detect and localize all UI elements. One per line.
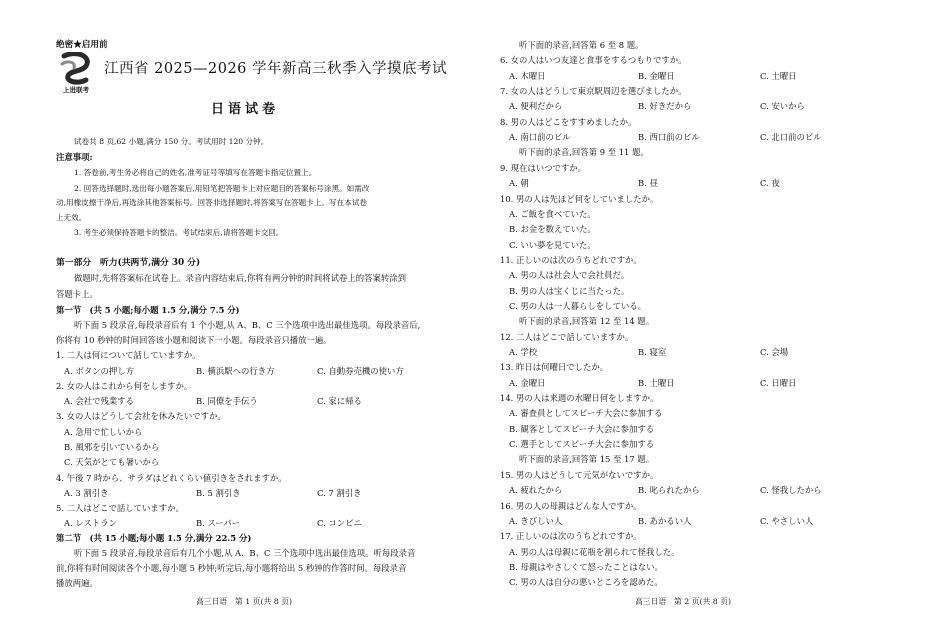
option: A. 男の人は社会人で会社員だ。 [509,270,630,280]
option-a: A. 木曜日 [509,71,546,81]
question: 16. 男の人の母親はどんな人ですか。 [500,501,642,511]
option-b: B. 好きだから [638,101,692,111]
option-b: B. 昼 [638,178,658,188]
option-c: C. コンビニ [317,518,362,528]
logo-text: 上进联考 [63,86,89,94]
option-c: C. 7 割引き [317,488,362,498]
question: 11. 正しいのは次のうちどれですか。 [500,255,642,265]
recording-instruction: 听下面的录音,回答第 9 至 11 题。 [519,147,649,157]
option: B. 観客としてスピーチ大会に参加する [509,424,655,434]
question: 1. 二人は何について話していますか。 [56,350,201,360]
option-a: A. ボタンの押し方 [64,366,134,376]
option-b: B. スーパー [196,518,241,528]
question: 3. 女の人はどうして会社を休みたいですか。 [56,411,226,421]
option-b: B. あかるい人 [638,516,692,526]
option-a: A. きびしい人 [509,516,563,526]
question: 12. 二人はどこで話していますか。 [500,332,634,342]
question: 5. 二人はどこで話していますか。 [56,503,184,513]
question: 9. 現在はいつですか。 [500,163,587,173]
option: A. 審査員としてスピーチ大会に参加する [509,408,663,418]
part1-intro: 做题时,先将答案标在试卷上。录音内容结束后,你将有两分钟的时间将试卷上的答案转涂到 [74,273,406,283]
section2-intro: 听下面 5 段录音,每段录音后有几个小题,从 A、B、C 三个选项中选出最佳选项。听每段录音 [74,548,416,558]
section2-intro: 播放两遍。 [56,578,98,588]
option-a: A. 会社で残業する [64,396,134,406]
note-line: 2. 回答选择题时,选出每小题答案后,用铅笔把答题卡上对应题目的答案标号涂黑。如需改 [74,184,370,193]
option-a: A. 便利だから [509,101,563,111]
option-c: C. 日曜日 [760,378,797,388]
option-c: C. 自動券売機の使い方 [317,366,404,376]
option-b: B. 叱られたから [638,485,700,495]
note-line: 1. 答卷前,考生务必将自己的姓名,准考证号等填写在答题卡指定位置上。 [74,168,317,177]
option: A. ご飯を食べていた。 [509,209,596,219]
option-a: A. レストラン [64,518,117,528]
option-b: B. 寝室 [638,347,667,357]
section1-heading: 第一节 (共 5 小题;每小题 1.5 分,满分 7.5 分) [56,305,240,315]
option-b: B. 金曜日 [638,71,675,81]
question: 8. 男の人はどこをすすめましたか。 [500,117,637,127]
option-b: B. 同僚を手伝う [196,396,258,406]
note-line: 3. 考生必须保持答题卡的整洁。考试结束后,请将答题卡交回。 [74,228,284,237]
option-c: C. 家に帰る [317,396,362,406]
subject-title: 日语试卷 [211,102,280,117]
option: A. 男の人は母親に花瓶を割られて怪我した。 [509,547,680,557]
option-c: C. 会場 [760,347,789,357]
question: 15. 男の人はどうして元気がないですか。 [500,470,659,480]
option-b: B. 横浜駅への行き方 [196,366,275,376]
section1-intro: 你将有 10 秒钟的时间回答该小题和阅读下一小题。每段录音只播放一遍。 [56,335,332,345]
option-b: B. 土曜日 [638,378,675,388]
option: C. 男の人は自分の悪いところを認めた。 [509,577,663,587]
recording-instruction: 听下面的录音,回答第 12 至 14 题。 [519,316,655,326]
option: B. 男の人は宝くじに当たった。 [509,286,630,296]
confidential-label: 绝密★启用前 [56,40,108,50]
part1-heading: 第一部分 听力(共两节,满分 30 分) [56,258,201,268]
option-b: B. 5 割引き [196,488,241,498]
option: B. お金を数えていた。 [509,224,596,234]
note-line: 动,用橡皮擦干净后,再选涂其他答案标号。回答非选择题时,将答案写在答题卡上。写在本试卷 [56,198,367,207]
option-a: A. 疲れたから [509,485,563,495]
option-a: A. 南口前のビル [509,132,571,142]
option-a: A. 学校 [509,347,538,357]
option-a: A. 朝 [509,178,529,188]
option: C. 男の人は一人暮らしをしている。 [509,301,647,311]
exam-logo [56,52,96,96]
option-a: A. 急用で忙しいから [64,427,143,437]
option-c: C. 安いから [760,101,805,111]
section1-intro: 听下面 5 段录音,每段录音后有 1 个小题,从 A、B、C 三个选项中选出最佳选项。每段录音后, [74,320,421,330]
recording-instruction: 听下面的录音,回答第 15 至 17 题。 [519,454,655,464]
exam-info: 试卷共 8 页,62 小题,满分 150 分。考试用时 120 分钟。 [74,137,269,146]
question: 7. 女の人はどうして東京駅周辺を選びましたか。 [500,86,687,96]
recording-instruction: 听下面的录音,回答第 6 至 8 题。 [519,40,644,50]
question: 10. 男の人は先ほど何をしていましたか。 [500,194,659,204]
option: B. 母親はやさしくて怒ったことはない。 [509,562,663,572]
option-c: C. 土曜日 [760,71,797,81]
question: 14. 男の人は来週の水曜日何をしますか。 [500,393,659,403]
option-c: C. 怪我したから [760,485,822,495]
question: 4. 午後 7 時から、サラダはどれくらい値引きをされますか。 [56,473,287,483]
page-footer: 高三日语 第 2 页(共 8 页) [635,597,732,606]
section2-intro: 前,你将有时间阅读各个小题,每小题 5 秒钟;听完后,每小题将给出 5 秒钟的作答时间。每段录音 [56,563,407,573]
option-b: B. 西口前のビル [638,132,700,142]
page-footer: 高三日语 第 1 页(共 8 页) [196,597,293,606]
option: C. いい夢を見ていた。 [509,240,596,250]
question: 2. 女の人はこれから何をしますか。 [56,381,193,391]
option-a: A. 金曜日 [509,378,546,388]
logo-swirl-icon [56,52,96,86]
exam-title: 江西省 2025—2026 学年新高三秋季入学摸底考试 [104,61,448,77]
note-line: 上无效。 [56,213,87,222]
section2-heading: 第二节 (共 15 小题;每小题 1.5 分,满分 22.5 分) [56,533,252,543]
question: 17. 正しいのは次のうちどれですか。 [500,531,642,541]
option-c: C. やさしい人 [760,516,814,526]
question: 13. 昨日は何曜日でしたか。 [500,362,609,372]
option-c: C. 北口前のビル [760,132,822,142]
option-a: A. 3 割引き [64,488,109,498]
option-c: C. 天気がとても暑いから [64,457,160,467]
option: C. 選手としてスピーチ大会に参加する [509,439,655,449]
question: 6. 女の人はいつ友達と食事をするつもりですか。 [500,55,687,65]
page-2 [475,0,950,631]
option-c: C. 夜 [760,178,780,188]
notes-heading: 注意事项: [56,152,93,162]
part1-intro: 答题卡上。 [56,289,98,299]
option-b: B. 風邪を引いているから [64,442,160,452]
